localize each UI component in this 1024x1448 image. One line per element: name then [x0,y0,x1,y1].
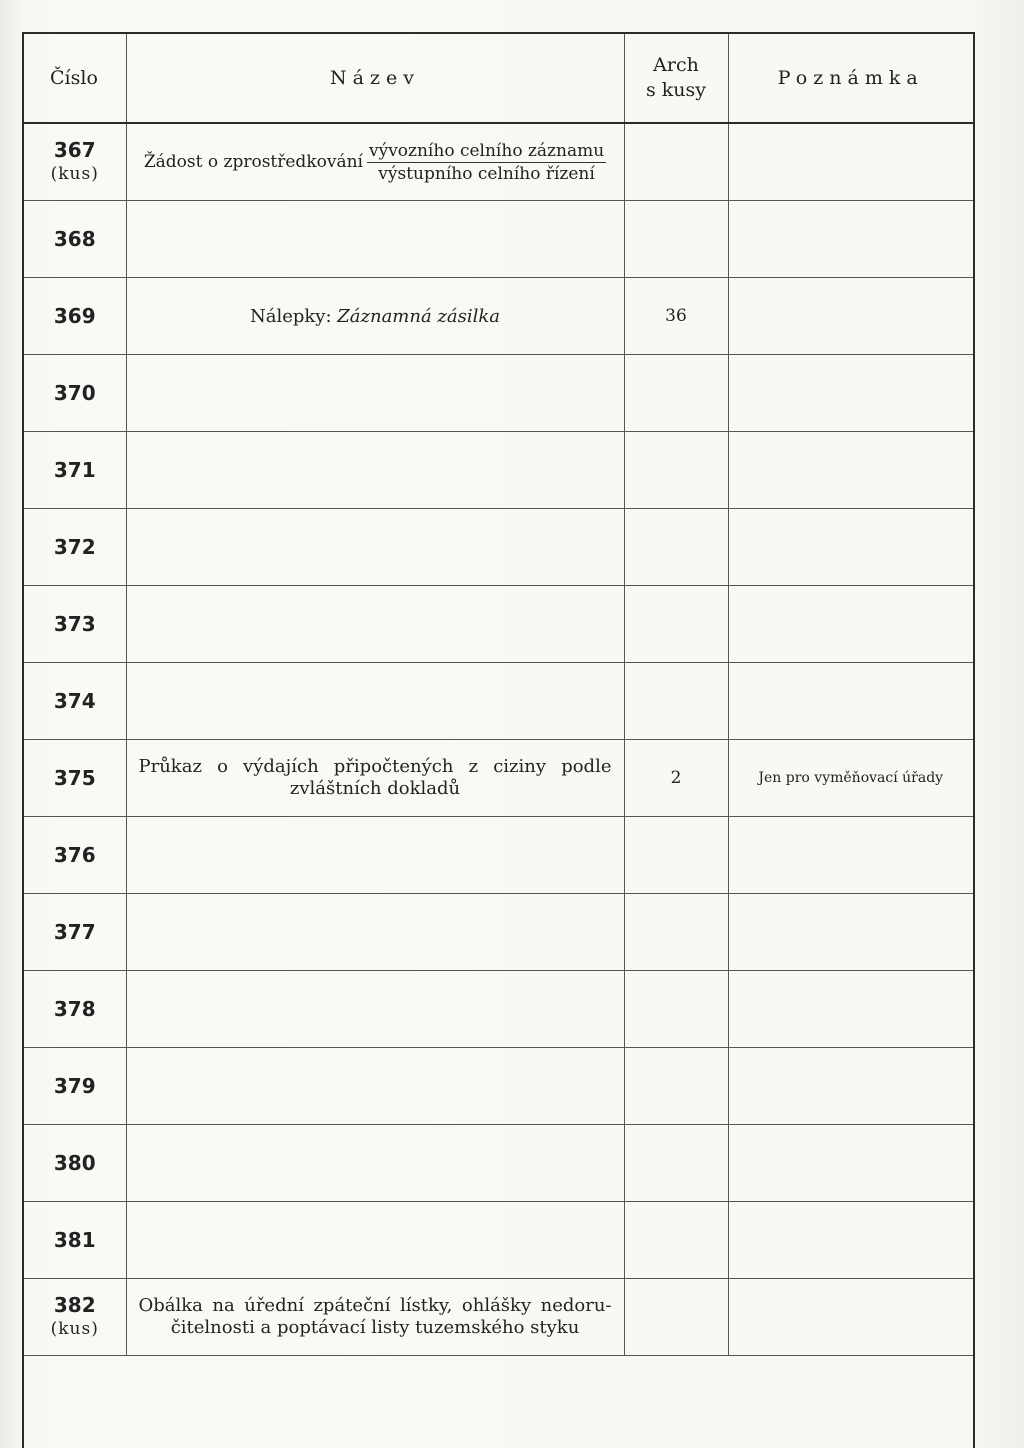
row-arch [624,1279,728,1356]
name-line-2: zvláštních dokladů [289,778,461,799]
table-row [24,201,973,278]
row-note [728,432,973,509]
row-number: 373 [53,612,96,636]
row-note: Jen pro vyměňovací úřady [728,740,973,817]
row-number-cell [24,123,126,201]
table-row [24,1202,973,1279]
row-note [728,663,973,740]
row-number: 369 [53,304,96,328]
name-italic: Záznamná zásilka [337,305,501,327]
table-row [24,432,973,509]
header-arch [624,34,728,123]
row-arch [624,1125,728,1202]
row-arch [624,201,728,278]
row-name-cell [126,432,624,509]
row-name-cell [126,1048,624,1125]
row-note [728,355,973,432]
table-row [24,971,973,1048]
row-number: 372 [53,535,96,559]
row-unit: (kus) [50,164,99,184]
row-number: 379 [53,1074,96,1098]
row-number: 368 [53,227,96,251]
table-row [24,1048,973,1125]
name-line-1: Průkaz o výdajích připočtených z ciziny podle [138,756,612,777]
row-number-cell [24,432,126,509]
row-number-cell [24,278,126,355]
row-name-cell [126,740,624,817]
name-fraction [367,141,606,184]
row-arch [624,894,728,971]
name-line-2: čitelnosti a poptávací listy tuzemského styku [170,1317,580,1338]
row-arch [624,123,728,201]
row-number-cell [24,201,126,278]
row-number: 367 [53,138,96,162]
row-number: 376 [53,843,96,867]
header-cislo: Číslo [24,34,126,123]
row-note [728,894,973,971]
table-row [24,123,973,201]
row-arch [624,663,728,740]
row-number-cell [24,663,126,740]
row-number-cell [24,509,126,586]
header-arch-line1: Arch [653,54,699,76]
row-number: 377 [53,920,96,944]
row-number-cell [24,586,126,663]
row-name-cell [126,1125,624,1202]
row-arch [624,355,728,432]
row-number: 375 [53,766,96,790]
table-row [24,894,973,971]
name-line-1: Obálka na úřední zpáteční lístky, ohlášky nedoru- [138,1295,612,1316]
row-name-cell [126,278,624,355]
row-name-cell [126,663,624,740]
row-number-cell [24,1048,126,1125]
row-number-cell [24,1279,126,1356]
table-row [24,509,973,586]
table-row [24,1125,973,1202]
row-number: 382 [53,1293,96,1317]
row-note [728,201,973,278]
table-row [24,355,973,432]
table-row [24,1279,973,1356]
row-arch [624,971,728,1048]
row-note [728,586,973,663]
header-nazev: Název [126,34,624,123]
row-name-cell [126,1279,624,1356]
row-number-cell [24,894,126,971]
table-body [24,123,973,1356]
name-label: Nálepky: [249,305,332,327]
row-number: 378 [53,997,96,1021]
table-row [24,817,973,894]
row-arch [624,817,728,894]
table-frame [22,32,975,1448]
row-name-cell [126,1202,624,1279]
row-arch [624,432,728,509]
header-arch-line2: s kusy [645,79,707,101]
row-arch [624,1202,728,1279]
row-unit: (kus) [50,1319,99,1339]
table-row [24,586,973,663]
row-arch: 36 [624,278,728,355]
row-note [728,278,973,355]
table-row [24,278,973,355]
table-row [24,740,973,817]
table-row [24,663,973,740]
row-arch [624,509,728,586]
row-arch: 2 [624,740,728,817]
row-arch [624,1048,728,1125]
row-name-cell [126,971,624,1048]
row-number-cell [24,971,126,1048]
name-prefix: Žádost o zprostředkování [143,152,363,172]
row-note [728,1202,973,1279]
row-name-cell [126,509,624,586]
row-number-cell [24,740,126,817]
fraction-bottom: výstupního celního řízení [378,163,595,184]
row-name-cell [126,894,624,971]
row-number-cell [24,355,126,432]
row-number: 370 [53,381,96,405]
row-note [728,509,973,586]
row-name-cell [126,201,624,278]
forms-table [24,34,973,1356]
row-name-cell [126,817,624,894]
row-name-cell [126,355,624,432]
fraction-top: vývozního celního záznamu [368,140,605,161]
table-header [24,34,973,123]
row-note [728,971,973,1048]
row-number: 374 [53,689,96,713]
row-note [728,817,973,894]
row-number-cell [24,1125,126,1202]
row-arch [624,586,728,663]
row-note [728,1125,973,1202]
row-note [728,1048,973,1125]
row-note [728,1279,973,1356]
row-number: 380 [53,1151,96,1175]
row-number: 371 [53,458,96,482]
name-with-fraction [144,141,606,184]
row-number: 381 [53,1228,96,1252]
row-name-cell [126,123,624,201]
row-name-cell [126,586,624,663]
row-number-cell [24,1202,126,1279]
row-number-cell [24,817,126,894]
header-poznamka: Poznámka [728,34,973,123]
row-note [728,123,973,201]
